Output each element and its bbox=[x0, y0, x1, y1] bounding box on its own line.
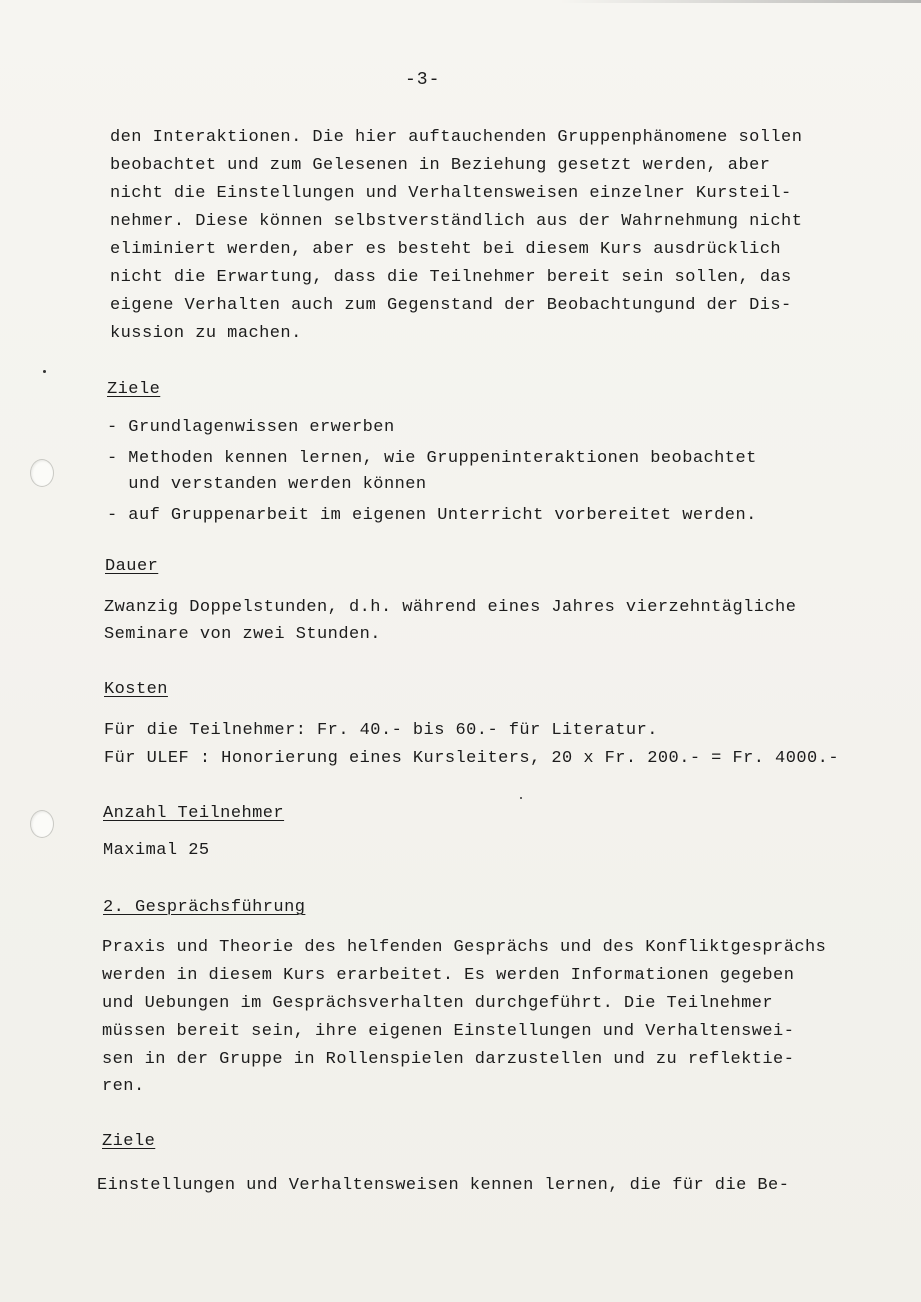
list-item: - auf Gruppenarbeit im eigenen Unterricht vorbereitet werden. bbox=[107, 506, 757, 525]
paragraph-line: beobachtet und zum Gelesenen in Beziehung gesetzt werden, aber bbox=[110, 156, 771, 175]
paragraph-line: nehmer. Diese können selbstverständlich aus der Wahrnehmung nicht bbox=[110, 212, 803, 231]
section-heading-ziele: Ziele bbox=[107, 380, 161, 399]
paper-edge bbox=[560, 0, 921, 3]
ink-speck bbox=[520, 797, 522, 799]
paragraph-line: sen in der Gruppe in Rollenspielen darzustellen und zu reflektie- bbox=[102, 1050, 795, 1069]
paragraph-line: Seminare von zwei Stunden. bbox=[104, 625, 381, 644]
paragraph-line: Für ULEF : Honorierung eines Kursleiters, 20 x Fr. 200.- = Fr. 4000.- bbox=[104, 749, 839, 768]
paragraph-line: werden in diesem Kurs erarbeitet. Es werden Informationen gegeben bbox=[102, 966, 795, 985]
list-item: - Methoden kennen lernen, wie Gruppeninteraktionen beobachtet bbox=[107, 449, 757, 468]
paragraph-line: Einstellungen und Verhaltensweisen kennen lernen, die für die Be- bbox=[97, 1176, 790, 1195]
paragraph-line: und Uebungen im Gesprächsverhalten durchgeführt. Die Teilnehmer bbox=[102, 994, 774, 1013]
punch-hole bbox=[30, 810, 54, 838]
paragraph-line: Zwanzig Doppelstunden, d.h. während eines Jahres vierzehntägliche bbox=[104, 598, 797, 617]
section-heading-gespraechsfuehrung: 2. Gesprächsführung bbox=[103, 898, 306, 917]
paragraph-line: nicht die Erwartung, dass die Teilnehmer bereit sein sollen, das bbox=[110, 268, 792, 287]
paragraph-line: müssen bereit sein, ihre eigenen Einstellungen und Verhaltenswei- bbox=[102, 1022, 795, 1041]
paragraph-line: nicht die Einstellungen und Verhaltensweisen einzelner Kursteil- bbox=[110, 184, 792, 203]
page-number: -3- bbox=[405, 70, 441, 90]
section-heading-anzahl: Anzahl Teilnehmer bbox=[103, 804, 285, 823]
paragraph-line: Für die Teilnehmer: Fr. 40.- bis 60.- für Literatur. bbox=[104, 721, 658, 740]
paragraph-line: eliminiert werden, aber es besteht bei diesem Kurs ausdrücklich bbox=[110, 240, 782, 259]
list-item: - Grundlagenwissen erwerben bbox=[107, 418, 395, 437]
paragraph-line: Praxis und Theorie des helfenden Gesprächs und des Konfliktgesprächs bbox=[102, 938, 827, 957]
paragraph-line: kussion zu machen. bbox=[110, 324, 302, 343]
section-heading-dauer: Dauer bbox=[105, 557, 159, 576]
paragraph-line: ren. bbox=[102, 1077, 145, 1096]
punch-hole bbox=[30, 459, 54, 487]
paragraph-line: den Interaktionen. Die hier auftauchenden Gruppenphänomene sollen bbox=[110, 128, 803, 147]
paragraph-line: Maximal 25 bbox=[103, 841, 210, 860]
section-heading-kosten: Kosten bbox=[104, 680, 168, 699]
list-item-continuation: und verstanden werden können bbox=[107, 475, 427, 494]
ink-speck bbox=[43, 370, 46, 373]
section-heading-ziele-2: Ziele bbox=[102, 1132, 156, 1151]
paragraph-line: eigene Verhalten auch zum Gegenstand der Beobachtungund der Dis- bbox=[110, 296, 792, 315]
